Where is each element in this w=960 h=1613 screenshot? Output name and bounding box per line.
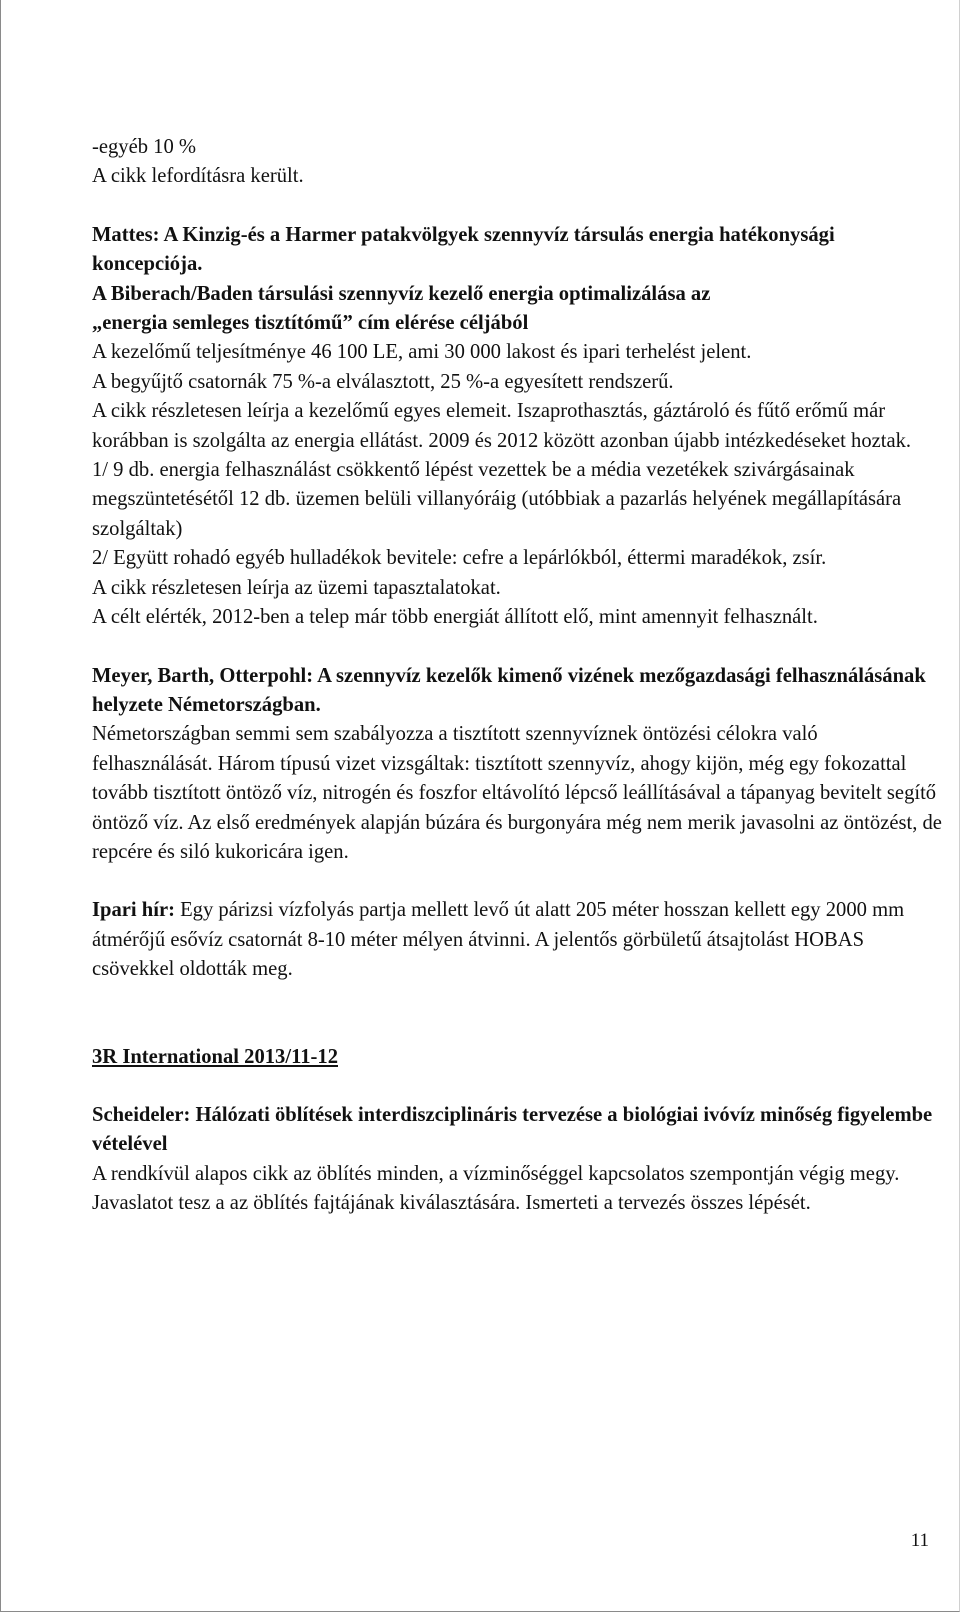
spacer (92, 192, 942, 221)
section-heading: 3R International 2013/11-12 (92, 1045, 338, 1068)
news-label: Ipari hír: (92, 899, 175, 922)
article1-title: Mattes: A Kinzig-és a Harmer patakvölgyek szennyvíz társulás energia hatékonysági koncepciója. (92, 223, 835, 276)
article2-body: Németországban semmi sem szabályozza a tisztított szennyvíznek öntözési célokra való felhasználását. Három típusú vizet vizsgáltak: tisztított szennyvíz, ahogy kijön, még egy fokozattal tovább tisztított öntöző víz, nitrogén és foszfor eltávolító lépcső leállításával a tápanyag bevitelt segítő öntöző víz. Az első eredmények alapján búzára és burgonyára még nem merik javasolni az öntözést, de repcére és siló kukoricára igen. (92, 723, 942, 863)
news-paragraph (92, 896, 942, 984)
article3-title: Scheideler: Hálózati öblítések interdiszciplináris tervezése a biológiai ivóvíz minőség figyelembe vételével (92, 1103, 933, 1156)
news-body: Egy párizsi vízfolyás partja mellett levő út alatt 205 méter hosszan kellett egy 2000 mm átmérőjű esővíz csatornát 8-10 méter mélyen átvinni. A jelentős görbületű átsajtolást HOBAS csövekkel oldották meg. (92, 899, 905, 981)
article2-title: Meyer, Barth, Otterpohl: A szennyvíz kezelők kimenő vizének mezőgazdasági felhasználásának helyzete Németországban. (92, 664, 926, 716)
spacer (92, 1072, 942, 1101)
article1-subtitle-1: A Biberach/Baden társulási szennyvíz kezelő energia optimalizálása az (92, 282, 711, 305)
intro-line-1: -egyéb 10 % (92, 136, 197, 158)
article1-body-2: A begyűjtő csatornák 75 %-a elválasztott, 25 %-a egyesített rendszerű. (92, 370, 674, 393)
article1-subtitle-2: „energia semleges tisztítómű” cím elérése céljából (92, 312, 529, 335)
page-number: 11 (910, 1530, 929, 1551)
article1-body-4: 1/ 9 db. energia felhasználást csökkentő lépést vezettek be a média vezetékek szivárgásainak megszüntetésétől 12 db. üzemen belüli villanyóráig (utóbbiak a pazarlás helyének megállapítására szolgáltak) (92, 459, 902, 540)
article1-body-5: 2/ Együtt rohadó egyéb hulladékok bevitele: cefre a lepárlókból, éttermi maradékok, zsír. (92, 547, 827, 570)
spacer (92, 633, 942, 662)
spacer (92, 867, 942, 896)
article1-body-7: A célt elérték, 2012-ben a telep már több energiát állított elő, mint amennyit felhasznált. (92, 606, 818, 629)
article3-body: A rendkívül alapos cikk az öblítés minden, a vízminőséggel kapcsolatos szempontján végig megy. Javaslatot tesz a az öblítés fajtájának kiválasztására. Ismerteti a tervezés összes lépését. (92, 1162, 900, 1215)
document-content (92, 133, 942, 1219)
spacer (92, 985, 942, 1043)
article1-body-3: A cikk részletesen leírja a kezelőmű egyes elemeit. Iszaprothasztás, gáztároló és fűtő erőmű már korábban is szolgálta az energia ellátást. 2009 és 2012 között azonban újabb intézkedéseket hoztak. (92, 400, 912, 452)
article1-body-6: A cikk részletesen leírja az üzemi tapasztalatokat. (92, 576, 501, 599)
intro-line-2: A cikk lefordításra került. (92, 165, 304, 188)
article1-body-1: A kezelőmű teljesítménye 46 100 LE, ami 30 000 lakost és ipari terhelést jelent. (92, 341, 752, 364)
